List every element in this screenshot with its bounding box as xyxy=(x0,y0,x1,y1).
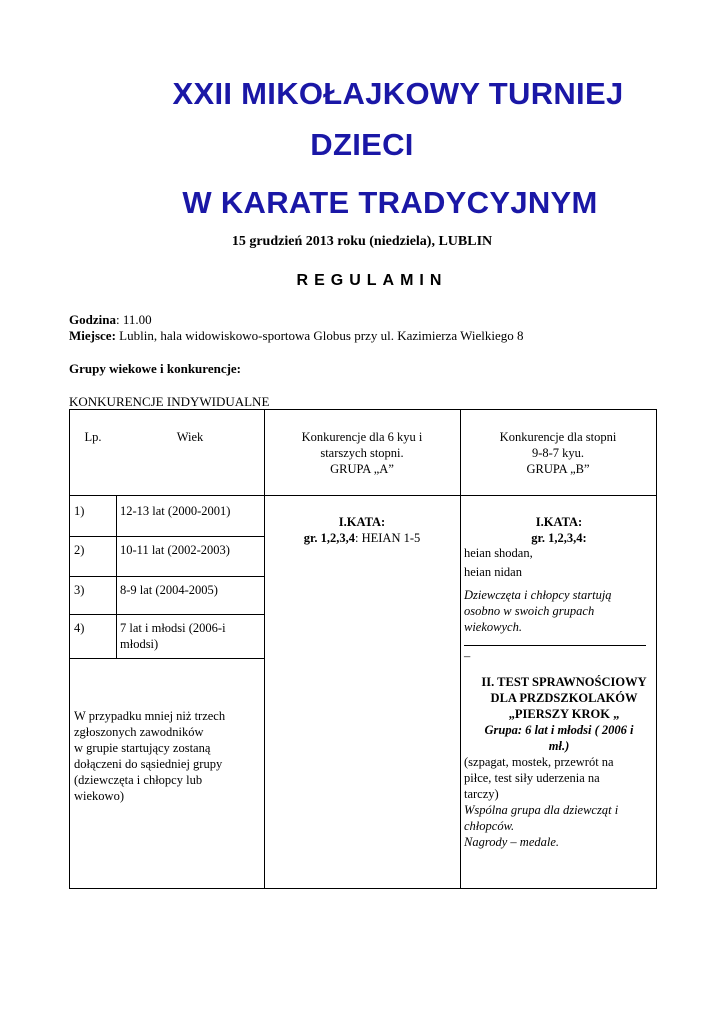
time-value: : 11.00 xyxy=(115,312,152,327)
fitness-test-title-line2: DLA PRZDSZKOLAKÓW xyxy=(490,691,638,705)
group-b-italic-line2: osobno w swoich grupach xyxy=(464,604,595,618)
regulamin-heading: REGULAMIN xyxy=(296,272,448,289)
row-3-lp: 3) xyxy=(74,583,85,597)
merge-note-line5: (dziewczęta i chłopcy lub xyxy=(74,773,203,787)
fitness-test-title-line1: II. TEST SPRAWNOŚCIOWY xyxy=(481,675,647,689)
row-1-lp: 1) xyxy=(74,504,85,518)
fitness-test-group-line2: mł.) xyxy=(548,739,570,753)
fitness-test-note-line1: Wspólna grupa dla dziewcząt i xyxy=(464,803,619,817)
row-4-age xyxy=(120,620,226,652)
time-line xyxy=(69,312,152,328)
group-b-italic-note xyxy=(464,587,654,635)
row-4-lp: 4) xyxy=(74,621,85,635)
fitness-test-title-line3: „PIERSZY KROK „ xyxy=(508,707,620,721)
place-line xyxy=(69,328,524,344)
header-group-a-line1: Konkurencje dla 6 kyu i xyxy=(301,430,423,444)
group-b-content xyxy=(464,514,654,850)
group-b-kata-list xyxy=(464,544,654,582)
place-label: Miejsce: xyxy=(69,328,116,343)
fitness-test-desc xyxy=(464,754,654,802)
merge-note-line3: w grupie startujący zostaną xyxy=(74,741,211,755)
title-line-2: DZIECI xyxy=(310,127,414,162)
header-group-b xyxy=(460,429,656,477)
divider-line xyxy=(464,645,646,646)
merge-note-line4: dołączeni do sąsiedniej grupy xyxy=(74,757,223,771)
row-4-age-line1: 7 lat i młodsi (2006-i xyxy=(120,621,226,635)
fitness-test-group xyxy=(464,722,654,754)
group-b-kata-2: heian nidan xyxy=(464,565,522,579)
group-b-kata: I.KATA: xyxy=(535,515,583,529)
header-group-a-line3: GRUPA „A” xyxy=(330,462,394,476)
header-group-b-line1: Konkurencje dla stopni xyxy=(499,430,617,444)
groups-heading: Grupy wiekowe i konkurencje: xyxy=(69,361,242,376)
fitness-test-desc-line3: tarczy) xyxy=(464,787,499,801)
group-a-gr-value: : HEIAN 1-5 xyxy=(355,531,421,545)
row-1-age: 12-13 lat (2000-2001) xyxy=(120,504,231,518)
merge-note xyxy=(74,708,260,804)
group-b-italic-line3: wiekowych. xyxy=(464,620,522,634)
event-date: 15 grudzień 2013 roku (niedziela), LUBLIN xyxy=(231,234,493,249)
group-a-gr-line xyxy=(264,530,460,546)
group-a-kata: I.KATA: xyxy=(338,515,386,529)
group-b-kata-1: heian shodan, xyxy=(464,546,533,560)
row-2-age: 10-11 lat (2002-2003) xyxy=(120,543,230,557)
row-3-age: 8-9 lat (2004-2005) xyxy=(120,583,218,597)
header-wiek: Wiek xyxy=(176,430,204,444)
fitness-test-desc-line1: (szpagat, mostek, przewrót na xyxy=(464,755,614,769)
row-2-lp: 2) xyxy=(74,543,85,557)
header-group-a xyxy=(264,429,460,477)
group-b-italic-line1: Dziewczęta i chłopcy startują xyxy=(464,588,612,602)
fitness-test-note-line2: chłopców. xyxy=(464,819,515,833)
header-group-b-line3: GRUPA „B” xyxy=(526,462,590,476)
fitness-test-notes xyxy=(464,802,654,850)
fitness-test-note-line3: Nagrody – medale. xyxy=(464,835,560,849)
group-a-content xyxy=(264,514,460,546)
merge-note-line6: wiekowo) xyxy=(74,789,124,803)
divider-dash: – xyxy=(464,649,471,663)
header-lp: Lp. xyxy=(84,430,102,444)
header-group-b-line2: 9-8-7 kyu. xyxy=(531,446,585,460)
merge-note-line1: W przypadku mniej niż trzech xyxy=(74,709,226,723)
row-4-age-line2: młodsi) xyxy=(120,637,159,651)
fitness-test-desc-line2: piłce, test siły uderzenia na xyxy=(464,771,600,785)
place-value: Lublin, hala widowiskowo-sportowa Globus przy ul. Kazimierza Wielkiego 8 xyxy=(115,328,524,343)
individual-heading: KONKURENCJE INDYWIDUALNE xyxy=(69,394,270,409)
title-line-3: W KARATE TRADYCYJNYM xyxy=(182,185,598,220)
time-label: Godzina xyxy=(69,312,116,327)
competition-table xyxy=(69,409,657,889)
group-b-gr: gr. 1,2,3,4: xyxy=(531,531,587,545)
group-a-gr-label: gr. 1,2,3,4 xyxy=(303,531,355,545)
header-group-a-line2: starszych stopni. xyxy=(320,446,404,460)
title-line-1: XXII MIKOŁAJKOWY TURNIEJ xyxy=(172,76,624,111)
fitness-test-title xyxy=(464,674,664,722)
fitness-test-group-line1: Grupa: 6 lat i młodsi ( 2006 i xyxy=(484,723,634,737)
merge-note-line2: zgłoszonych zawodników xyxy=(74,725,204,739)
